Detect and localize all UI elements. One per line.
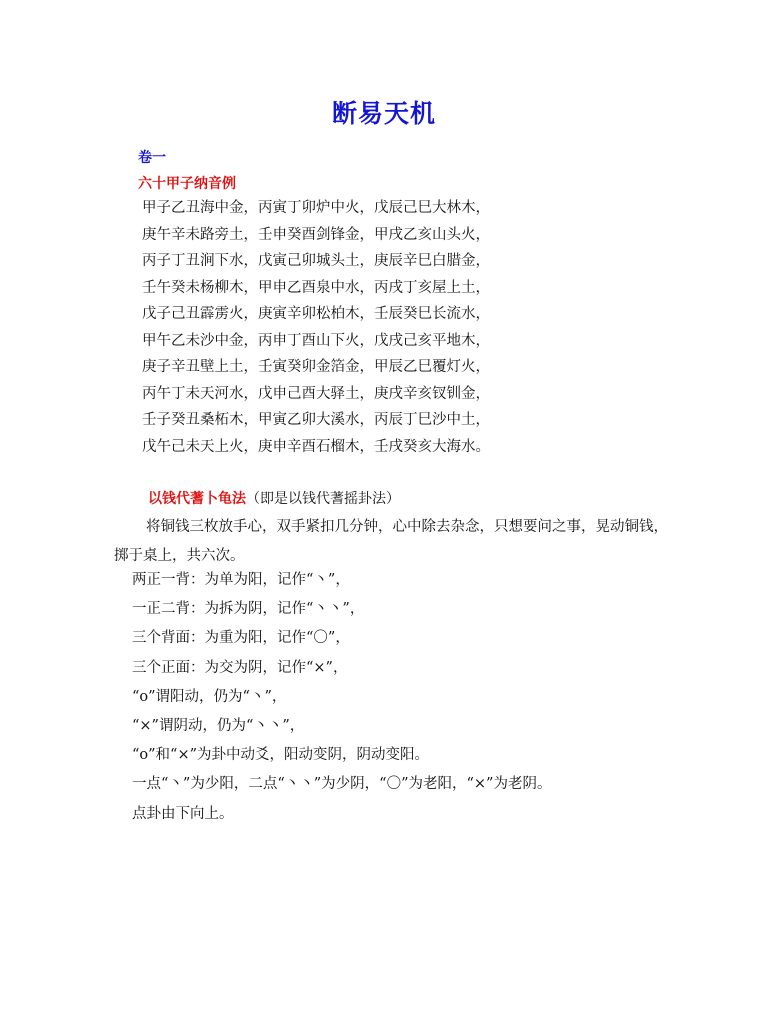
- coin-rule-list: [132, 568, 551, 831]
- nayin-verse-line: 壬子癸丑桑柘木，甲寅乙卯大溪水，丙辰丁巳沙中土，: [142, 412, 490, 428]
- coin-method-note: （即是以钱代蓍摇卦法）: [246, 491, 400, 507]
- volume-heading: 卷一: [138, 150, 166, 166]
- nayin-verse-line: 庚午辛未路旁土，壬申癸酉剑锋金，甲戌乙亥山头火，: [142, 226, 490, 243]
- coin-rule-line: “o”谓阳动，仍为“丶”，: [132, 688, 287, 705]
- section-heading-nayin: 六十甲子纳音例: [138, 176, 236, 192]
- nayin-verse-line: 壬午癸未杨柳木，甲申乙酉泉中水，丙戌丁亥屋上土，: [142, 279, 490, 296]
- nayin-verse-line: 甲子乙丑海中金，丙寅丁卯炉中火，戊辰己巳大林木，: [142, 200, 490, 216]
- coin-rule-line: 一正二背：为拆为阴，记作“丶丶”，: [132, 601, 365, 618]
- nayin-verse-list: [142, 197, 490, 462]
- nayin-verse-line: 丙子丁丑涧下水，戊寅己卯城头土，庚辰辛巳白腊金，: [142, 253, 490, 269]
- document-title: 断易天机: [331, 99, 436, 128]
- nayin-verse-line: 戊午己未天上火，庚申辛酉石榴木，壬戌癸亥大海水。: [142, 438, 490, 455]
- nayin-verse-line: 丙午丁未天河水，戊申己酉大驿土，庚戌辛亥钗钏金，: [142, 385, 490, 402]
- coin-rule-line: “×”谓阴动，仍为“丶丶”，: [132, 717, 305, 734]
- coin-rule-line: 三个正面：为交为阴，记作“×”，: [132, 659, 348, 676]
- section-heading-coin-divination: [148, 488, 400, 508]
- coin-rule-line: “o”和“×”为卦中动爻，阳动变阴，阴动变阳。: [132, 747, 430, 764]
- coin-rule-line: 两正一背：为单为阳，记作“丶”，: [132, 572, 350, 588]
- nayin-verse-line: 甲午乙未沙中金，丙申丁酉山下火，戊戌己亥平地木，: [142, 332, 490, 349]
- coin-rule-line: 一点“丶”为少阳，二点“丶丶”为少阴，“〇”为老阳，“×”为老阴。: [132, 776, 552, 793]
- coin-rule-line: 点卦由下向上。: [132, 805, 234, 822]
- coin-method-title: 以钱代蓍卜龟法: [148, 491, 246, 507]
- nayin-verse-line: 庚子辛丑壁上土，壬寅癸卯金箔金，甲辰乙巳覆灯火，: [142, 359, 490, 375]
- coin-rule-line: 三个背面：为重为阳，记作“〇”，: [132, 630, 350, 647]
- nayin-verse-line: 戊子己丑霹雳火，庚寅辛卯松柏木，壬辰癸巳长流水，: [142, 306, 490, 322]
- coin-method-paragraph: 将铜钱三枚放手心，双手紧扣几分钟，心中除去杂念，只想要问之事，晃动铜钱，掷于桌上，共六次。: [114, 519, 668, 564]
